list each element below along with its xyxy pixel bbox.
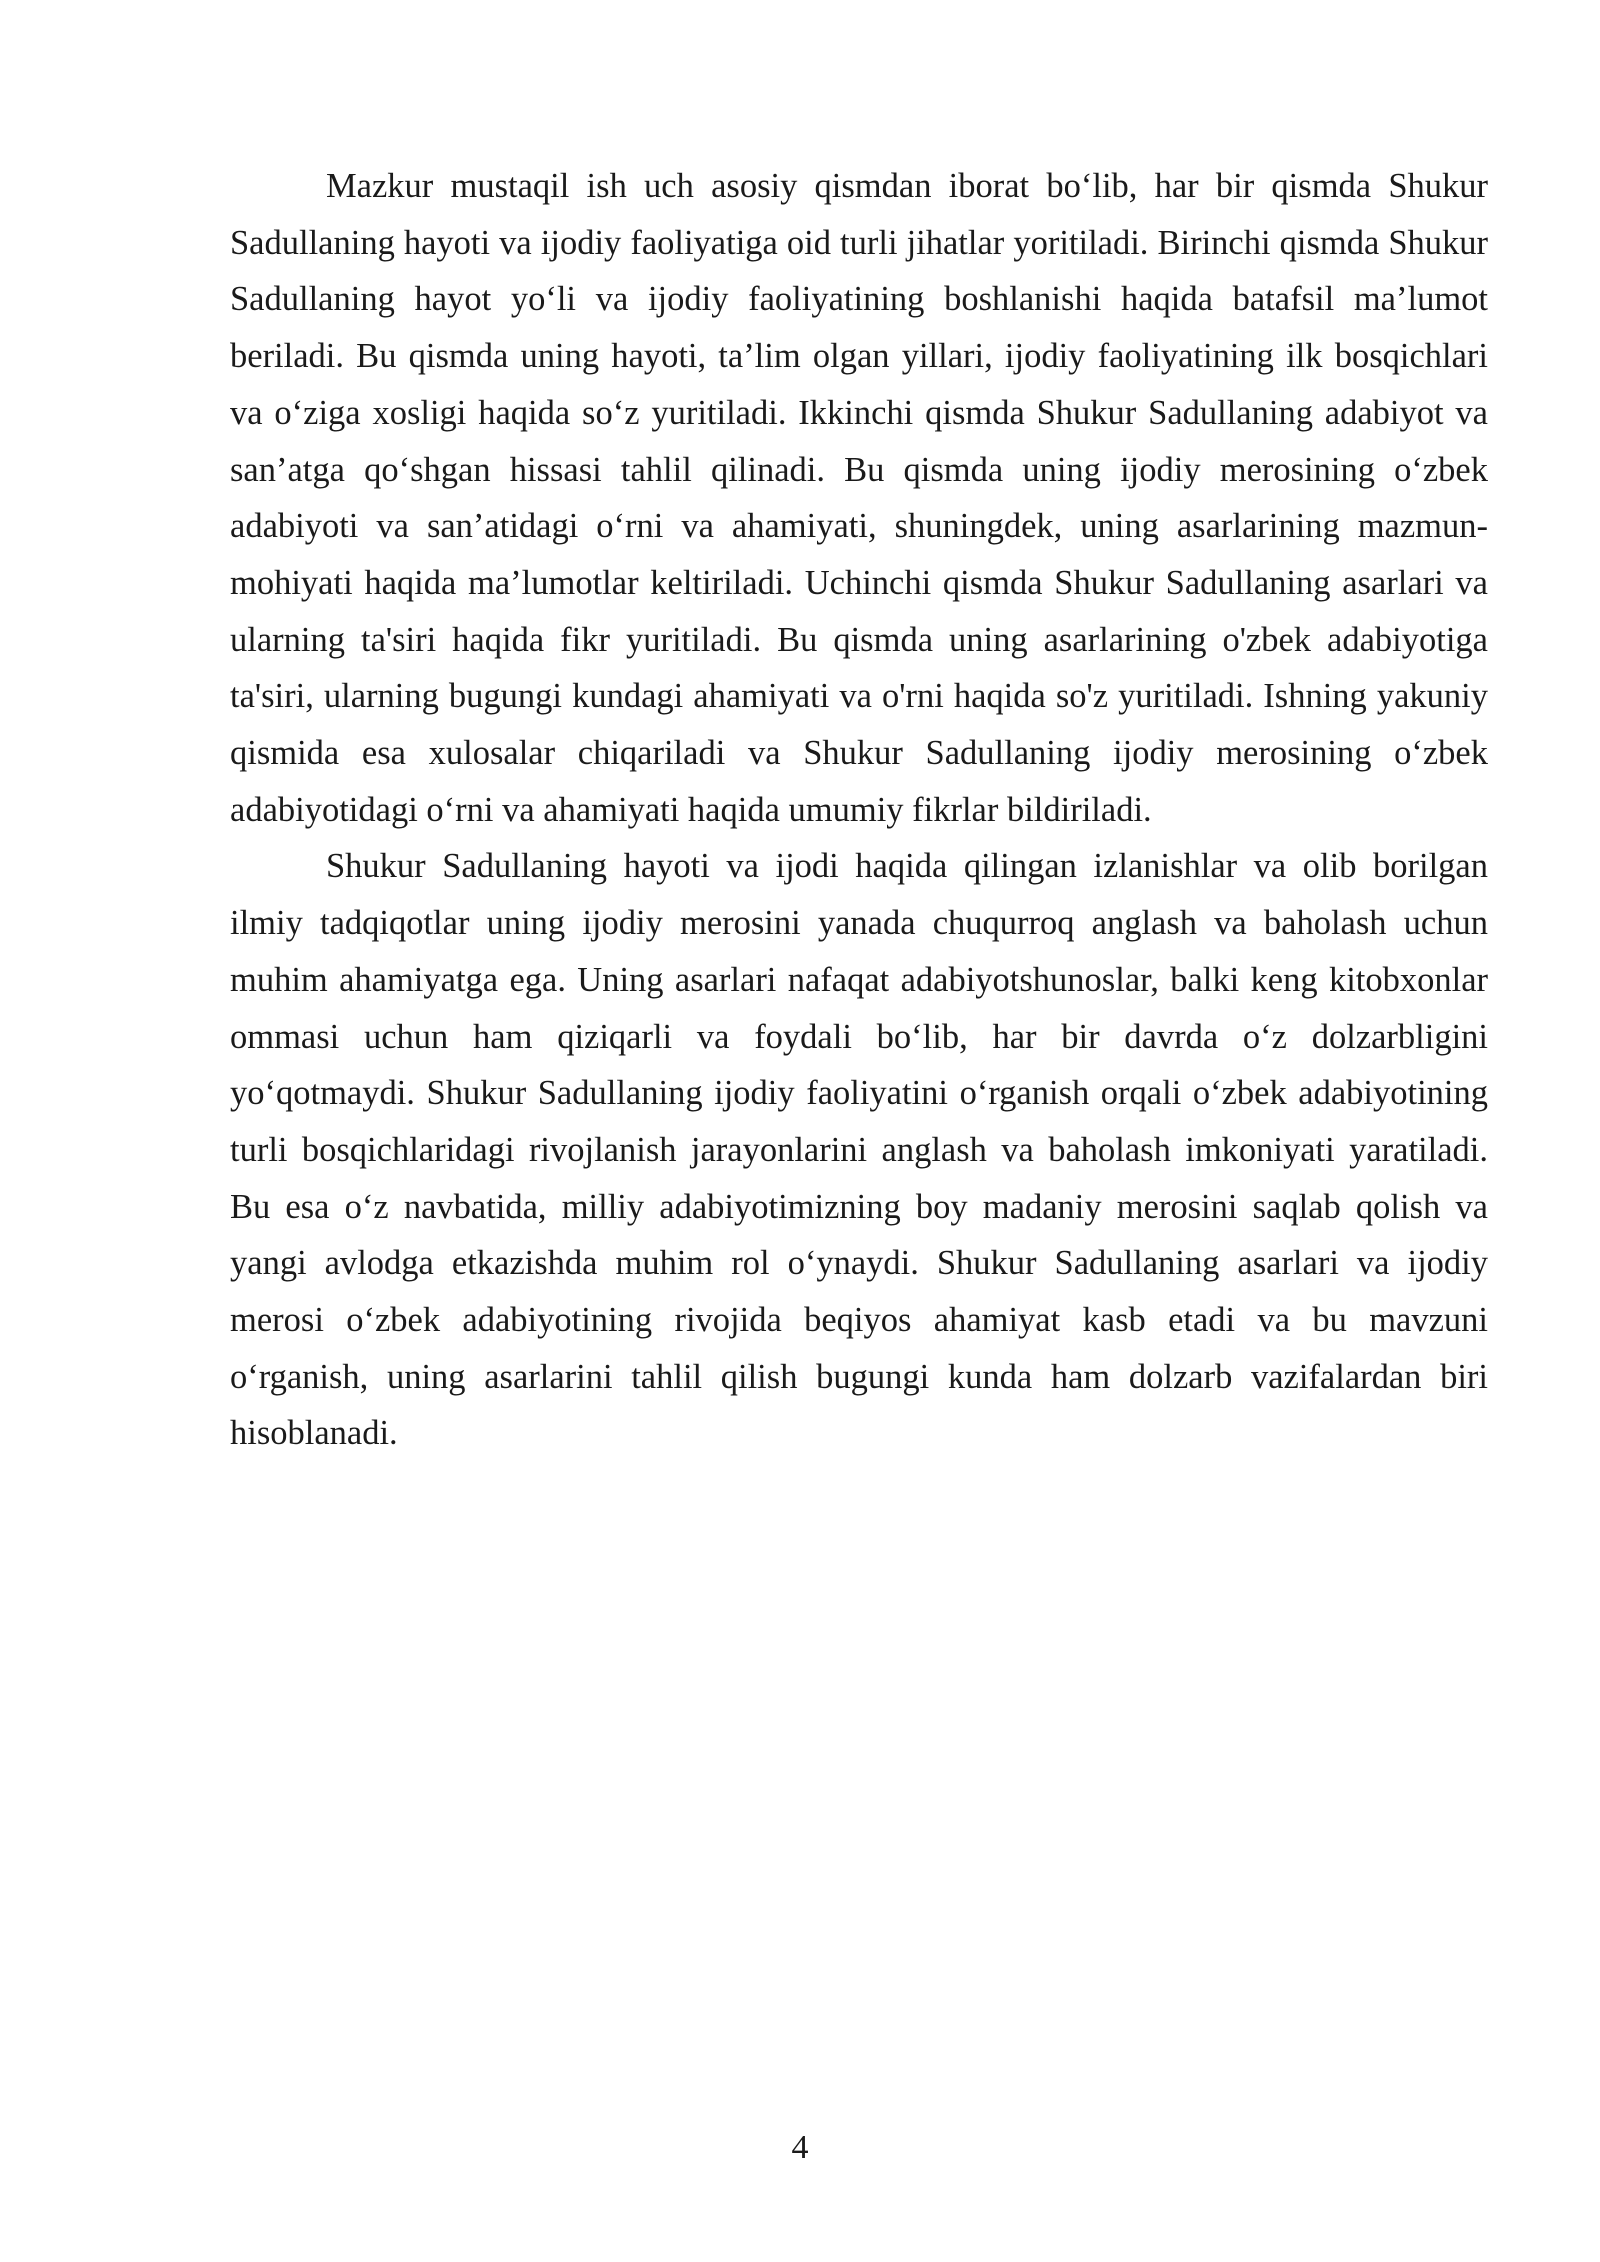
page-number: 4	[791, 2129, 809, 2166]
paragraph-1: Mazkur mustaqil ish uch asosiy qismdan iborat bo‘lib, har bir qismda Shukur Sadullaning hayoti va ijodiy faoliyatiga oid turli jihatlar yoritiladi. Birinchi qismda Shukur Sadullaning hayot yo‘li va ijodiy faoliyatining boshlanishi haqida batafsil ma’lumot beriladi. Bu qismda uning hayoti, ta’lim olgan yillari, ijodiy faoliyatining ilk bosqichlari va o‘ziga xosligi haqida so‘z yuritiladi. Ikkinchi qismda Shukur Sadullaning adabiyot va san’atga qo‘shgan hissasi tahlil qilinadi. Bu qismda uning ijodiy merosining o‘zbek adabiyoti va san’atidagi o‘rni va ahamiyati, shuningdek, uning asarlarining mazmun-mohiyati haqida ma’lumotlar keltiriladi. Uchinchi qismda Shukur Sadullaning asarlari va ularning ta'siri haqida fikr yuritiladi. Bu qismda uning asarlarining o'zbek adabiyotiga ta'siri, ularning bugungi kundagi ahamiyati va o'rni haqida so'z yuritiladi. Ishning yakuniy qismida esa xulosalar chiqariladi va Shukur Sadullaning ijodiy merosining o‘zbek adabiyotidagi o‘rni va ahamiyati haqida umumiy fikrlar bildiriladi.	[230, 167, 1488, 829]
paragraph-2: Shukur Sadullaning hayoti va ijodi haqida qilingan izlanishlar va olib borilgan ilmiy tadqiqotlar uning ijodiy merosini yanada chuqurroq anglash va baholash uchun muhim ahamiyatga ega. Uning asarlari nafaqat adabiyotshunoslar, balki keng kitobxonlar ommasi uchun ham qiziqarli va foydali bo‘lib, har bir davrda o‘z dolzarbligini yo‘qotmaydi. Shukur Sadullaning ijodiy faoliyatini o‘rganish orqali o‘zbek adabiyotining turli bosqichlaridagi rivojlanish jarayonlarini anglash va baholash imkoniyati yaratiladi. Bu esa o‘z navbatida, milliy adabiyotimizning boy madaniy merosini saqlab qolish va yangi avlodga etkazishda muhim rol o‘ynaydi. Shukur Sadullaning asarlari va ijodiy merosi o‘zbek adabiyotining rivojida beqiyos ahamiyat kasb etadi va bu mavzuni o‘rganish, uning asarlarini tahlil qilish bugungi kunda ham dolzarb vazifalardan biri hisoblanadi.	[230, 847, 1488, 1453]
body-text	[230, 158, 1488, 1462]
